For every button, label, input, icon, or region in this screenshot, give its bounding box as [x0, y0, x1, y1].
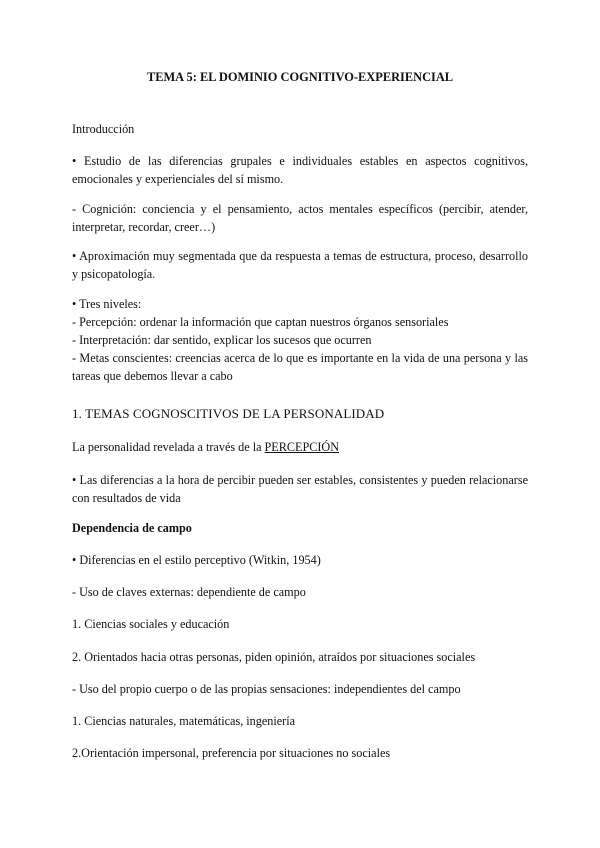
section-1-subtitle: [72, 438, 528, 456]
intro-paragraph-1: • Estudio de las diferencias grupales e individuales estables en aspectos cognitivos, emocionales y experienciales del sí mismo.: [72, 154, 528, 186]
dependencia-item: 1. Ciencias naturales, matemáticas, ingeniería: [72, 714, 296, 728]
intro-paragraph-3: • Aproximación muy segmentada que da respuesta a temas de estructura, proceso, desarrollo y psicopatología.: [72, 249, 528, 281]
levels-list-item: - Metas conscientes: creencias acerca de lo que es importante en la vida de una persona y las tareas que debemos llevar a cabo: [72, 351, 528, 383]
section-1-paragraph: • Las diferencias a la hora de percibir pueden ser estables, consistentes y pueden relacionarse con resultados de vida: [72, 473, 528, 505]
intro-heading: Introducción: [72, 122, 135, 136]
subtitle-prefix: La personalidad revelada a través de la: [72, 440, 265, 454]
dependencia-item: - Uso del propio cuerpo o de las propias sensaciones: independientes del campo: [72, 682, 461, 696]
levels-list-item: • Tres niveles:: [72, 297, 142, 311]
perception-underlined: PERCEPCIÓN: [264, 440, 340, 454]
dependencia-item: • Diferencias en el estilo perceptivo (Witkin, 1954): [72, 553, 321, 567]
dependencia-item: 1. Ciencias sociales y educación: [72, 617, 230, 631]
levels-list-item: - Percepción: ordenar la información que captan nuestros órganos sensoriales: [72, 315, 449, 329]
dependencia-item: - Uso de claves externas: dependiente de campo: [72, 585, 306, 599]
dependencia-heading: Dependencia de campo: [72, 521, 192, 535]
document-title: TEMA 5: EL DOMINIO COGNITIVO-EXPERIENCIAL: [146, 70, 454, 84]
dependencia-item: 2.Orientación impersonal, preferencia por situaciones no sociales: [72, 746, 391, 760]
dependencia-item: 2. Orientados hacia otras personas, piden opinión, atraídos por situaciones sociales: [72, 650, 476, 664]
intro-paragraph-2: - Cognición: conciencia y el pensamiento, actos mentales específicos (percibir, atender, interpretar, recordar, creer…): [72, 202, 528, 234]
levels-list-item: - Interpretación: dar sentido, explicar los sucesos que ocurren: [72, 333, 372, 347]
levels-list: [72, 295, 528, 385]
section-1-heading: 1. TEMAS COGNOSCITIVOS DE LA PERSONALIDAD: [72, 406, 385, 421]
